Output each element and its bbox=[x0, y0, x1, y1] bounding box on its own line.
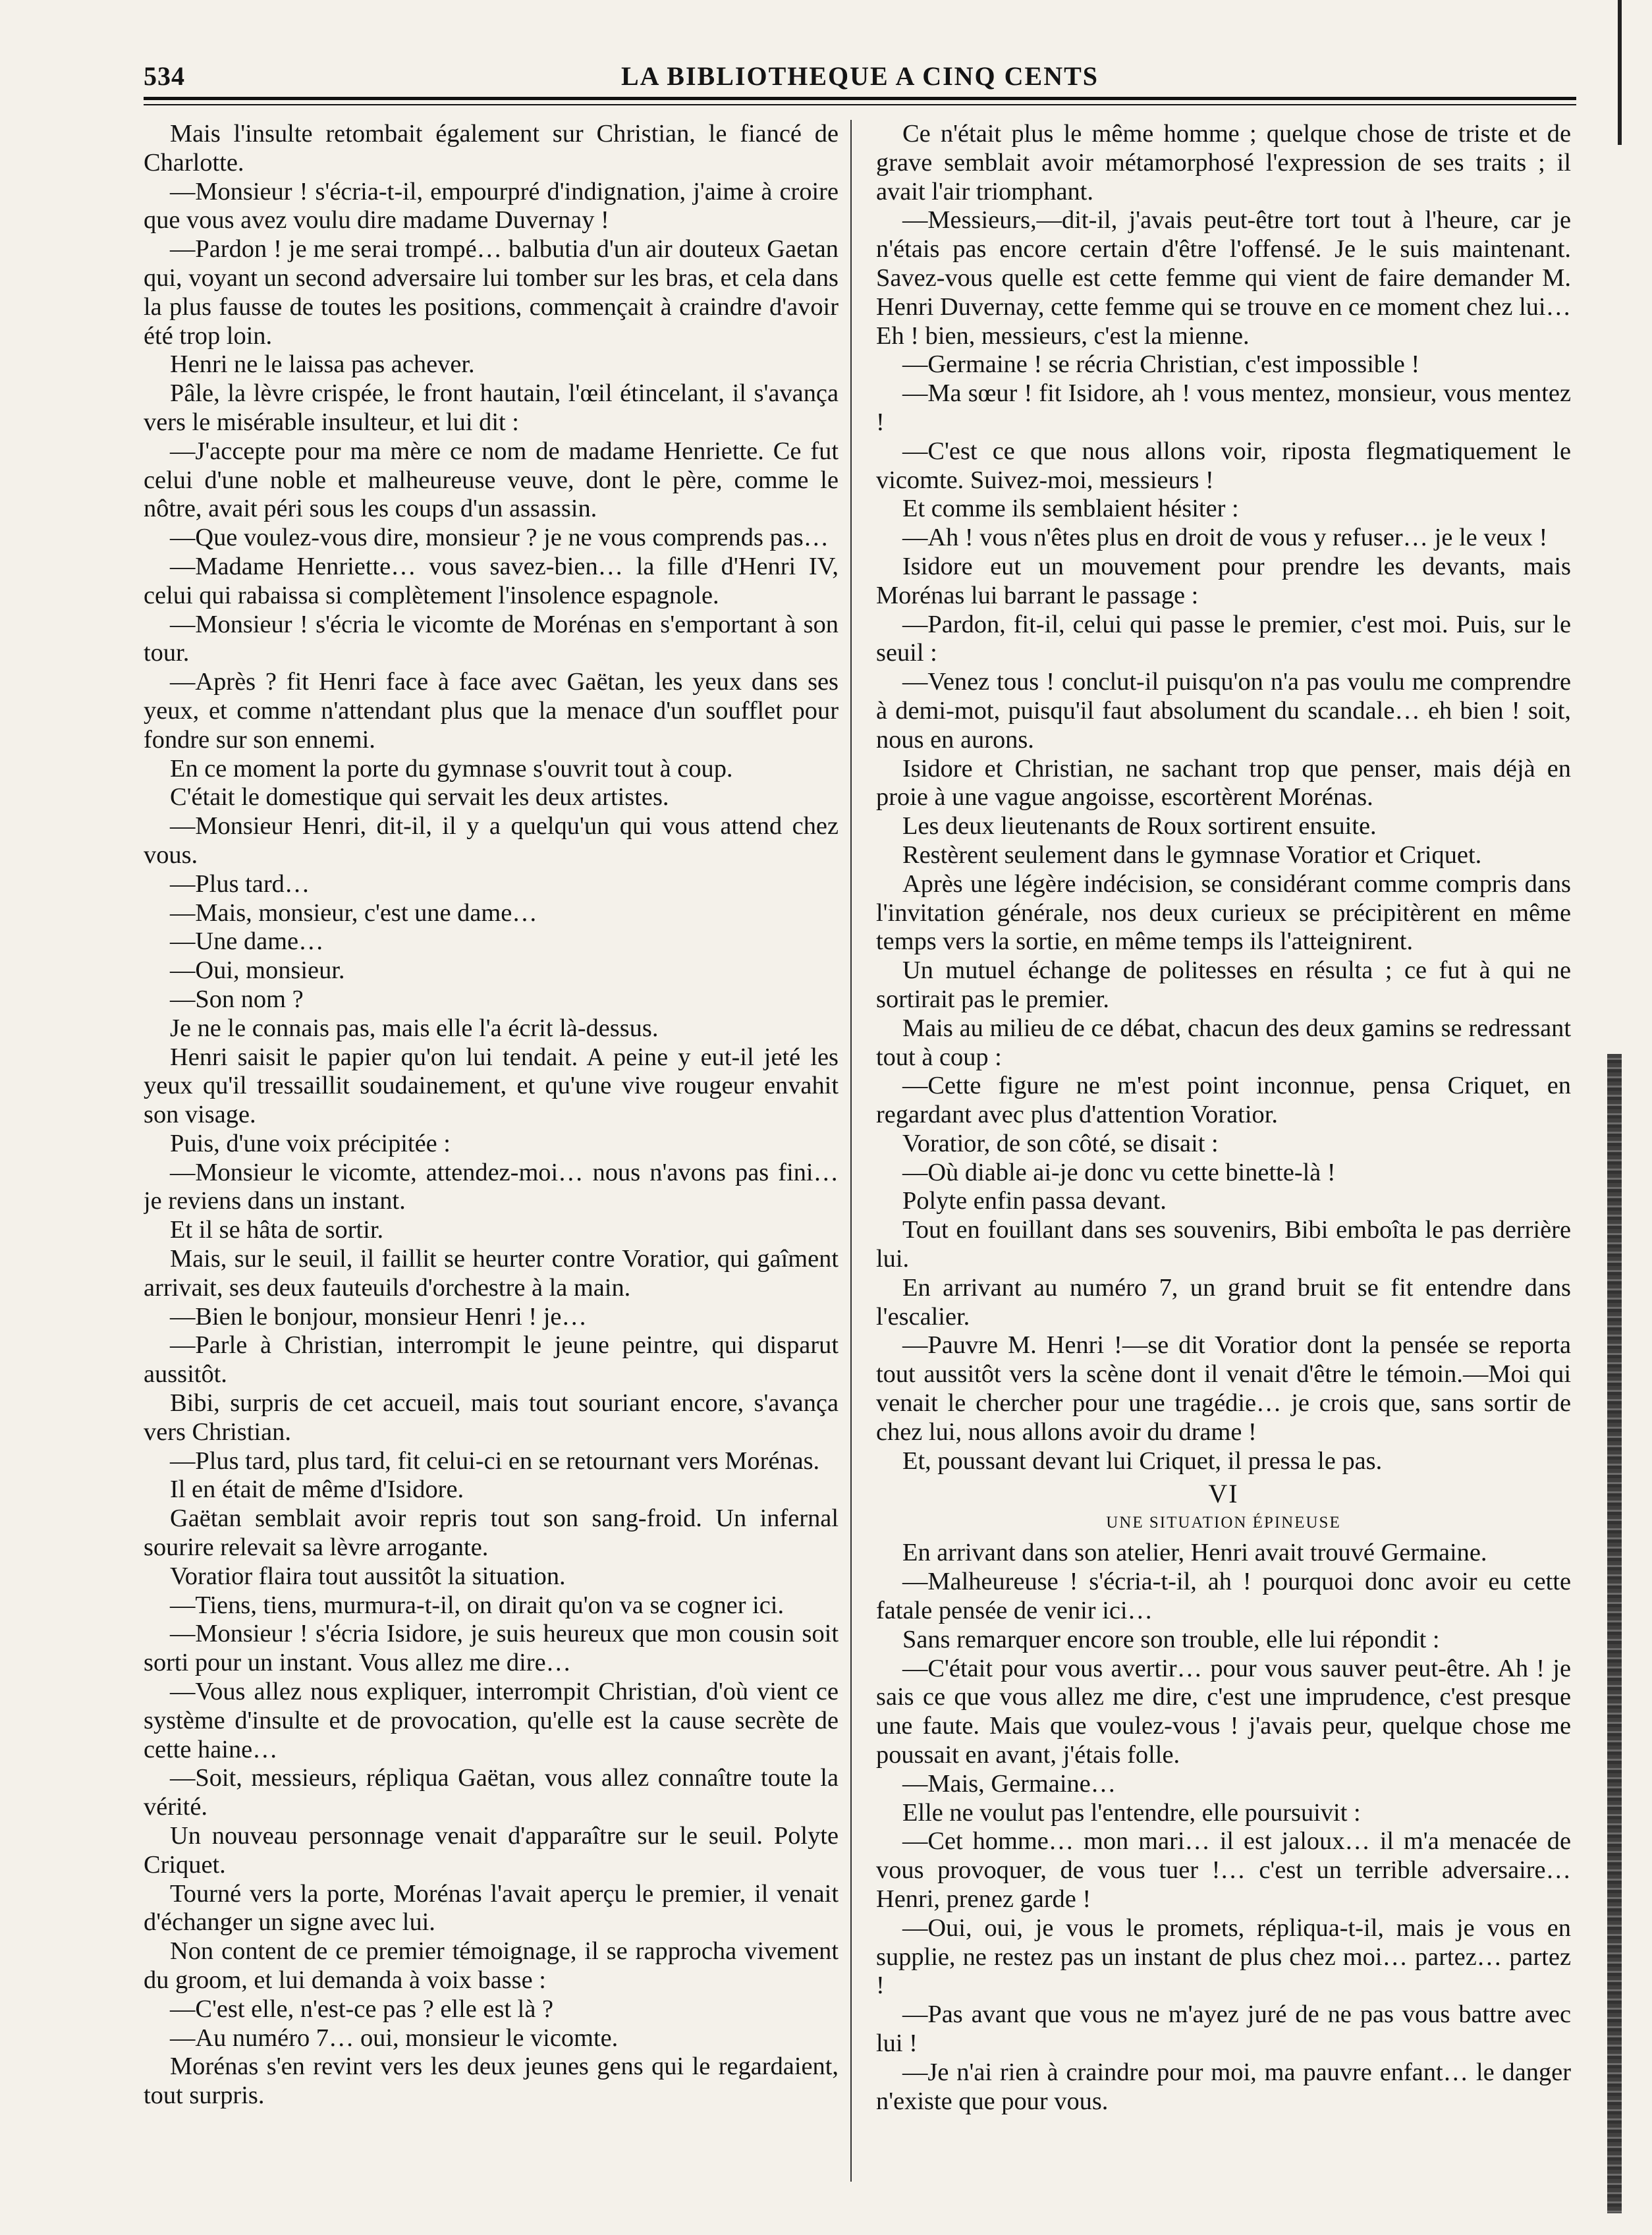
paragraph: Sans remarquer encore son trouble, elle lui répondit : bbox=[902, 1625, 1440, 1653]
paragraph: —Ma sœur ! fit Isidore, ah ! vous mentez, monsieur, vous mentez ! bbox=[876, 379, 1571, 436]
paragraph: En ce moment la porte du gymnase s'ouvrit tout à coup. bbox=[170, 754, 733, 783]
paragraph: —Mais, monsieur, c'est une dame… bbox=[170, 898, 537, 927]
paragraph: —C'était pour vous avertir… pour vous sauver peut-être. Ah ! je sais ce que vous allez me dire, c'est une imprudence, c'est presque une faute. Mais que voulez-vous ! j'avais peur, quelque chose me poussait en avant, j'étais folle. bbox=[876, 1654, 1571, 1769]
paragraph: Restèrent seulement dans le gymnase Voratior et Criquet. bbox=[902, 841, 1482, 869]
paragraph: Non content de ce premier témoignage, il se rapprocha vivement du groom, et lui demanda à voix basse : bbox=[144, 1937, 839, 1994]
paragraph: —Tiens, tiens, murmura-t-il, on dirait qu'on va se cogner ici. bbox=[170, 1591, 785, 1619]
paragraph: —Germaine ! se récria Christian, c'est impossible ! bbox=[902, 350, 1420, 379]
column-divider bbox=[850, 120, 852, 2182]
paragraph: —Pauvre M. Henri !—se dit Voratior dont la pensée se reporta tout aussitôt vers la scène dont il venait d'être le témoin.—Moi qui venait le chercher pour une tragédie… je crois que, sans sortir de chez lui, nous allons avoir du drame ! bbox=[876, 1331, 1571, 1446]
paragraph: Et, poussant devant lui Criquet, il pressa le pas. bbox=[902, 1447, 1383, 1475]
paragraph: Les deux lieutenants de Roux sortirent ensuite. bbox=[902, 812, 1377, 841]
paragraph: Henri saisit le papier qu'on lui tendait. A peine y eut-il jeté les yeux qu'il tressaillit soudainement, et qu'une vive rougeur envahit son visage. bbox=[144, 1043, 839, 1129]
paragraph: —Venez tous ! conclut-il puisqu'on n'a pas voulu me comprendre à demi-mot, puisqu'il faut absolument du scandale… eh bien ! soit, nous en aurons. bbox=[876, 668, 1571, 754]
paragraph: Mais au milieu de ce débat, chacun des deux gamins se redressant tout à coup : bbox=[876, 1014, 1571, 1071]
paragraph: Isidore eut un mouvement pour prendre les devants, mais Morénas lui barrant le passage : bbox=[876, 552, 1571, 609]
paragraph: —Monsieur Henri, dit-il, il y a quelqu'un qui vous attend chez vous. bbox=[144, 812, 839, 869]
paragraph: —Monsieur ! s'écria-t-il, empourpré d'indignation, j'aime à croire que vous avez voulu dire madame Duvernay ! bbox=[144, 177, 839, 235]
paragraph: —Cet homme… mon mari… il est jaloux… il m'a menacée de vous provoquer, de vous tuer !… c'est un terrible adversaire… Henri, prenez garde ! bbox=[876, 1827, 1571, 1914]
paragraph: Ce n'était plus le même homme ; quelque chose de triste et de grave semblait avoir métamorphosé l'expression de ses traits ; il avait l'air triomphant. bbox=[876, 120, 1571, 206]
paragraph: —Oui, monsieur. bbox=[170, 956, 345, 985]
paragraph: —Pas avant que vous ne m'ayez juré de ne pas vous battre avec lui ! bbox=[876, 2000, 1571, 2057]
paragraph: —Plus tard… bbox=[170, 869, 310, 898]
paragraph: En arrivant au numéro 7, un grand bruit se fit entendre dans l'escalier. bbox=[876, 1273, 1571, 1331]
paragraph: Tourné vers la porte, Morénas l'avait aperçu le premier, il venait d'échanger un signe avec lui. bbox=[144, 1879, 839, 1937]
right-column bbox=[876, 120, 1571, 2208]
paragraph: C'était le domestique qui servait les deux artistes. bbox=[170, 783, 669, 812]
binding-edge-top bbox=[1618, 0, 1622, 145]
paragraph: —Au numéro 7… oui, monsieur le vicomte. bbox=[170, 2024, 619, 2052]
paragraph: —Soit, messieurs, répliqua Gaëtan, vous allez connaître toute la vérité. bbox=[144, 1764, 839, 1821]
paragraph: Un nouveau personnage venait d'apparaître sur le seuil. Polyte Criquet. bbox=[144, 1822, 839, 1879]
paragraph: Elle ne voulut pas l'entendre, elle poursuivit : bbox=[902, 1798, 1361, 1827]
paragraph: Mais l'insulte retombait également sur Christian, le fiancé de Charlotte. bbox=[144, 120, 839, 177]
paragraph: Gaëtan semblait avoir repris tout son sang-froid. Un infernal sourire relevait sa lèvre arrogante. bbox=[144, 1504, 839, 1562]
paragraph: —Cette figure ne m'est point inconnue, pensa Criquet, en regardant avec plus d'attention Voratior. bbox=[876, 1072, 1571, 1129]
paragraph: Et il se hâta de sortir. bbox=[170, 1216, 384, 1244]
paragraph: —J'accepte pour ma mère ce nom de madame Henriette. Ce fut celui d'une noble et malheureuse veuve, dont le père, comme le nôtre, avait péri sous les coups d'un assassin. bbox=[144, 437, 839, 523]
paragraph: —Plus tard, plus tard, fit celui-ci en se retournant vers Morénas. bbox=[170, 1447, 820, 1475]
paragraph: Après une légère indécision, se considérant comme compris dans l'invitation générale, nos deux curieux se précipitèrent en même temps vers la sortie, en même temps ils l'atteignirent. bbox=[876, 869, 1571, 956]
right-column-text-after bbox=[876, 1539, 1571, 2116]
paragraph: En arrivant dans son atelier, Henri avait trouvé Germaine. bbox=[902, 1539, 1487, 1567]
paragraph: Polyte enfin passa devant. bbox=[902, 1187, 1167, 1215]
paragraph: —Messieurs,—dit-il, j'avais peut-être tort tout à l'heure, car je n'étais pas encore certain d'être l'offensé. Je le suis maintenant. Savez-vous quelle est cette femme qui vient de faire demander M. Henri Duvernay, cette femme qui se trouve en ce moment chez lui… Eh ! bien, messieurs, c'est la mienne. bbox=[876, 206, 1571, 350]
binding-edge bbox=[1607, 1054, 1622, 2213]
paragraph: —Monsieur ! s'écria Isidore, je suis heureux que mon cousin soit sorti pour un instant. Vous allez me dire… bbox=[144, 1620, 839, 1677]
header-rule bbox=[144, 97, 1576, 100]
paragraph: —Ah ! vous n'êtes plus en droit de vous y refuser… je le veux ! bbox=[902, 524, 1548, 552]
paragraph: —Parle à Christian, interrompit le jeune peintre, qui disparut aussitôt. bbox=[144, 1331, 839, 1389]
paragraph: —Pardon ! je me serai trompé… balbutia d'un air douteux Gaetan qui, voyant un second adversaire lui tomber sur les bras, et cela dans la plus fausse de toutes les positions, commençait à craindre d'avoir été trop loin. bbox=[144, 235, 839, 350]
paragraph: Et comme ils semblaient hésiter : bbox=[902, 495, 1239, 523]
paragraph: —Son nom ? bbox=[170, 985, 304, 1013]
paragraph: Voratior, de son côté, se disait : bbox=[902, 1129, 1219, 1157]
paragraph: —Une dame… bbox=[170, 927, 324, 956]
paragraph: Pâle, la lèvre crispée, le front hautain, l'œil étincelant, il s'avança vers le misérable insulteur, et lui dit : bbox=[144, 379, 839, 436]
left-column bbox=[144, 120, 839, 2208]
paragraph: Puis, d'une voix précipitée : bbox=[170, 1129, 451, 1157]
chapter-title: UNE SITUATION ÉPINEUSE bbox=[1106, 1514, 1341, 1532]
paragraph: —Madame Henriette… vous savez-bien… la fille d'Henri IV, celui qui rabaissa si complètement l'insolence espagnole. bbox=[144, 552, 839, 609]
paragraph: —Bien le bonjour, monsieur Henri ! je… bbox=[170, 1302, 587, 1331]
paragraph: —Je n'ai rien à craindre pour moi, ma pauvre enfant… le danger n'existe que pour vous. bbox=[876, 2058, 1571, 2115]
paragraph: Isidore et Christian, ne sachant trop que penser, mais déjà en proie à une vague angoisse, escortèrent Morénas. bbox=[876, 754, 1571, 812]
paragraph: Mais, sur le seuil, il faillit se heurter contre Voratior, qui gaîment arrivait, ses deux fauteuils d'orchestre à la main. bbox=[144, 1245, 839, 1302]
paragraph: Tout en fouillant dans ses souvenirs, Bibi emboîta le pas derrière lui. bbox=[876, 1216, 1571, 1273]
paragraph: Je ne le connais pas, mais elle l'a écrit là-dessus. bbox=[170, 1014, 659, 1042]
paragraph: Un mutuel échange de politesses en résulta ; ce fut à qui ne sortirait pas le premier. bbox=[876, 956, 1571, 1013]
paragraph: —Monsieur ! s'écria le vicomte de Morénas en s'emportant à son tour. bbox=[144, 610, 839, 667]
page-header bbox=[144, 54, 1576, 100]
paragraph: —C'est elle, n'est-ce pas ? elle est là ? bbox=[170, 1995, 553, 2023]
paragraph: —Malheureuse ! s'écria-t-il, ah ! pourquoi donc avoir eu cette fatale pensée de venir ici… bbox=[876, 1568, 1571, 1625]
paragraph: —C'est ce que nous allons voir, riposta flegmatiquement le vicomte. Suivez-moi, messieurs ! bbox=[876, 437, 1571, 494]
right-column-text-before bbox=[876, 120, 1571, 1476]
header-rule-thin bbox=[144, 104, 1576, 105]
running-title: LA BIBLIOTHEQUE A CINQ CENTS bbox=[620, 61, 1099, 91]
paragraph: —Mais, Germaine… bbox=[902, 1769, 1116, 1798]
paragraph: —Vous allez nous expliquer, interrompit Christian, d'où vient ce système d'insulte et de provocation, qu'elle est la cause secrète de cette haine… bbox=[144, 1678, 839, 1763]
paragraph: Voratior flaira tout aussitôt la situation. bbox=[170, 1562, 566, 1590]
chapter-number: VI bbox=[1208, 1479, 1239, 1509]
paragraph: Morénas s'en revint vers les deux jeunes gens qui le regardaient, tout surpris. bbox=[144, 2053, 839, 2110]
paragraph: —Que voulez-vous dire, monsieur ? je ne vous comprends pas… bbox=[170, 524, 829, 552]
paragraph: Henri ne le laissa pas achever. bbox=[170, 350, 475, 379]
paragraph: —Oui, oui, je vous le promets, répliqua-t-il, mais je vous en supplie, ne restez pas un instant de plus chez moi… partez… partez ! bbox=[876, 1914, 1571, 2000]
paragraph: —Pardon, fit-il, celui qui passe le premier, c'est moi. Puis, sur le seuil : bbox=[876, 610, 1571, 667]
paragraph: —Monsieur le vicomte, attendez-moi… nous n'avons pas fini… je reviens dans un instant. bbox=[144, 1158, 839, 1215]
paragraph: Il en était de même d'Isidore. bbox=[170, 1476, 464, 1504]
paragraph: Bibi, surpris de cet accueil, mais tout souriant encore, s'avança vers Christian. bbox=[144, 1389, 839, 1446]
paragraph: —Où diable ai-je donc vu cette binette-là ! bbox=[902, 1158, 1336, 1186]
page-number: 534 bbox=[144, 61, 185, 91]
paragraph: —Après ? fit Henri face à face avec Gaëtan, les yeux dans ses yeux, et comme n'attendant plus que la menace d'un soufflet pour fondre sur son ennemi. bbox=[144, 668, 839, 754]
